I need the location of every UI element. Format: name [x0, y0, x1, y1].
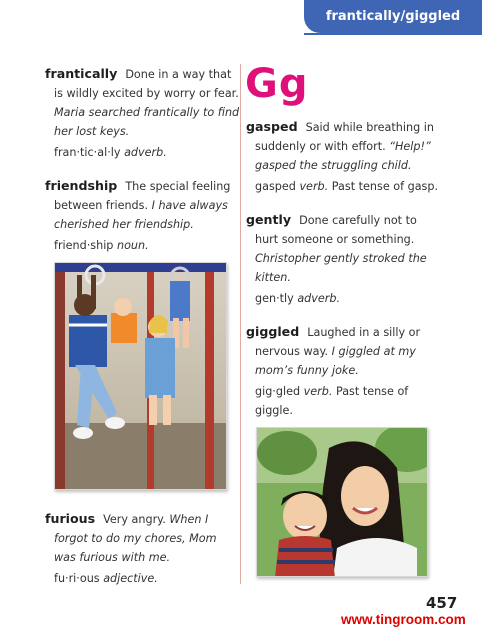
example-sentence: I have always	[151, 199, 228, 212]
syllables-line	[246, 289, 478, 308]
definition-text: is wildly excited by worry or fear.	[54, 87, 239, 100]
letter-heading: Gg	[245, 61, 309, 107]
entry-friendship	[45, 176, 240, 255]
definition-text: between friends.	[54, 199, 149, 212]
definition-text: nervous way.	[255, 345, 329, 358]
page-number: 457	[426, 594, 458, 612]
part-of-speech: adverb.	[124, 146, 167, 159]
syllable-breakdown: fran·tic·al·ly	[54, 146, 121, 159]
part-of-speech: noun.	[116, 239, 149, 252]
entry-gasped	[246, 117, 478, 196]
mother-son-illustration	[257, 428, 428, 577]
example-sentence: her lost keys.	[54, 125, 130, 138]
guide-words: frantically/giggled	[325, 9, 461, 24]
entry-furious	[45, 509, 240, 588]
syllable-breakdown: gig·gled	[255, 385, 301, 398]
header-rule	[304, 33, 482, 35]
definition-text: Very angry.	[103, 513, 166, 526]
syllables-line	[246, 177, 478, 196]
entry-giggled	[246, 322, 478, 420]
entry-word: furious	[45, 511, 96, 526]
example-sentence: forgot to do my chores, Mom	[54, 532, 217, 545]
usage-note: Past tense of gasp.	[331, 180, 439, 193]
playground-illustration	[55, 263, 227, 490]
entry-word: friendship	[45, 178, 118, 193]
entry-frantically	[45, 64, 240, 162]
part-of-speech: verb.	[303, 385, 333, 398]
definition-text: hurt someone or something.	[255, 233, 415, 246]
guide-words-tab	[304, 0, 482, 33]
part-of-speech: adjective.	[103, 572, 158, 585]
example-sentence: was furious with me.	[54, 551, 171, 564]
definition-text: The special feeling	[125, 180, 231, 193]
watermark-link[interactable]: www.tingroom.com	[341, 612, 466, 627]
example-sentence: Christopher gently stroked the	[255, 252, 427, 265]
syllables-line	[45, 143, 240, 162]
syllable-breakdown: fu·ri·ous	[54, 572, 100, 585]
entry-word: gasped	[246, 119, 298, 134]
definition-text: Laughed in a silly or	[307, 326, 421, 339]
example-sentence: Maria searched frantically to find	[54, 106, 240, 119]
entry-word: giggled	[246, 324, 300, 339]
entry-gently	[246, 210, 478, 308]
syllable-breakdown: friend·ship	[54, 239, 114, 252]
definition-text: suddenly or with effort.	[255, 140, 386, 153]
entry-word: gently	[246, 212, 292, 227]
usage-note: giggle.	[255, 404, 293, 417]
syllable-breakdown: gasped	[255, 180, 296, 193]
definition-text: Done in a way that	[125, 68, 232, 81]
example-sentence: gasped the struggling child.	[255, 159, 412, 172]
column-divider	[240, 64, 241, 584]
mother-son-photo	[256, 427, 428, 577]
syllable-breakdown: gen·tly	[255, 292, 294, 305]
definition-text: Said while breathing in	[305, 121, 434, 134]
example-sentence: When I	[169, 513, 209, 526]
syllables-line	[45, 569, 240, 588]
syllables-line	[246, 382, 478, 401]
example-sentence: kitten.	[255, 271, 291, 284]
definition-text: Done carefully not to	[299, 214, 417, 227]
syllables-line	[45, 236, 240, 255]
example-sentence: mom’s funny joke.	[255, 364, 359, 377]
playground-kids-photo	[54, 262, 227, 490]
part-of-speech: adverb.	[297, 292, 341, 305]
example-sentence: “Help!”	[389, 140, 431, 153]
example-sentence: cherished her friendship.	[54, 218, 194, 231]
usage-note: Past tense of	[335, 385, 409, 398]
example-sentence: I giggled at my	[331, 345, 416, 358]
part-of-speech: verb.	[299, 180, 329, 193]
entry-word: frantically	[45, 66, 118, 81]
